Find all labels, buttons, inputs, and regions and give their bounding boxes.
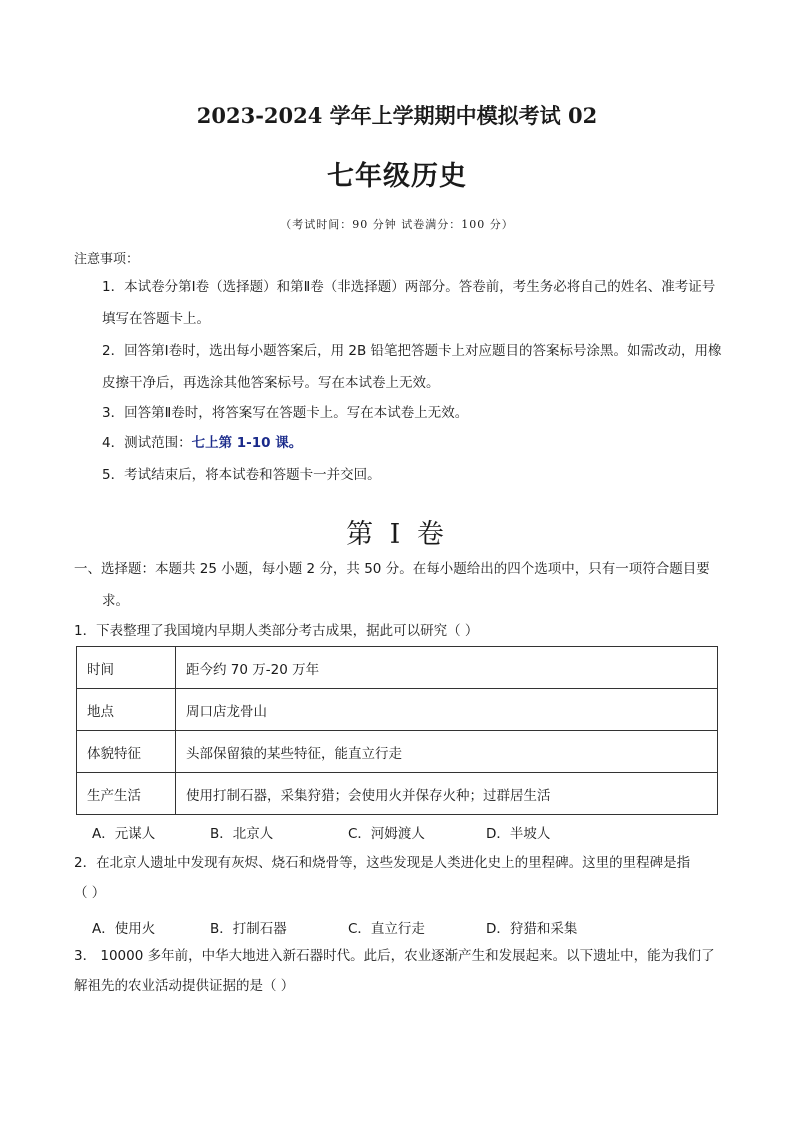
question-1-options — [92, 822, 732, 842]
table-value: 使用打制石器，采集狩猎；会使用火并保存火种；过群居生活 — [176, 773, 718, 815]
table-value: 距今约 70 万-20 万年 — [176, 647, 718, 689]
option-b[interactable]: B．打制石器 — [210, 921, 287, 937]
note-text: 3．回答第Ⅱ卷时，将答案写在答题卡上。写在本试卷上无效。 — [102, 405, 469, 421]
question-1-table — [76, 646, 718, 815]
note-text: 1．本试卷分第Ⅰ卷（选择题）和第Ⅱ卷（非选择题）两部分。答卷前，考生务必将自己的姓名、准考证号填写在答题卡上。 — [102, 279, 716, 327]
table-value: 周口店龙骨山 — [176, 689, 718, 731]
section-line: 一、选择题：本题共 25 小题，每小题 2 分，共 50 分。在每小题给出的四个选项中，只有一项符合题目要 — [74, 561, 710, 577]
exam-title: 2023-2024 学年上学期期中模拟考试 02 — [196, 103, 598, 128]
section-line: 求。 — [102, 593, 129, 609]
note-item-2 — [74, 335, 726, 399]
note-text: 5．考试结束后，将本试卷和答题卡一并交回。 — [102, 467, 381, 483]
question-line: 2．在北京人遗址中发现有灰烬、烧石和烧骨等，这些发现是人类进化史上的里程碑。这里的里程碑是指 — [74, 855, 691, 871]
note-item-5 — [74, 459, 726, 491]
option-c[interactable]: C．直立行走 — [348, 921, 425, 937]
table-key: 时间 — [77, 647, 176, 689]
note-item-4 — [74, 427, 726, 459]
note-text: 2．回答第Ⅰ卷时，选出每小题答案后，用 2B 铅笔把答题卡上对应题目的答案标号涂黑。如需改动，用橡皮擦干净后，再选涂其他答案标号。写在本试卷上无效。 — [102, 343, 722, 391]
question-2-stem — [74, 848, 726, 908]
table-row — [77, 689, 718, 731]
option-c[interactable]: C．河姆渡人 — [348, 826, 425, 842]
option-a[interactable]: A．元谋人 — [92, 826, 156, 842]
exam-info: （考试时间：90 分钟 试卷满分：100 分） — [280, 218, 514, 231]
question-line: （ ） — [74, 885, 106, 901]
note-text: 4．测试范围： — [102, 435, 192, 451]
question-2-options — [92, 917, 732, 937]
question-line: 解祖先的农业活动提供证据的是（ ） — [74, 978, 295, 994]
note-item-3 — [74, 397, 726, 429]
table-key: 地点 — [77, 689, 176, 731]
table-row — [77, 731, 718, 773]
option-b[interactable]: B．北京人 — [210, 826, 274, 842]
note-item-1 — [74, 271, 726, 335]
scope-highlight: 七上第 1-10 课。 — [191, 435, 303, 451]
question-3-stem — [74, 941, 726, 1001]
question-line: 3． 10000 多年前，中华大地进入新石器时代。此后，农业逐渐产生和发展起来。以下遗址中，能为我们了 — [74, 948, 715, 964]
notes-heading: 注意事项： — [74, 252, 140, 267]
question-1-stem: 1．下表整理了我国境内早期人类部分考古成果，据此可以研究（ ） — [74, 623, 479, 639]
option-d[interactable]: D．半坡人 — [486, 826, 551, 842]
option-d[interactable]: D．狩猎和采集 — [486, 921, 578, 937]
table-row — [77, 647, 718, 689]
table-value: 头部保留猿的某些特征，能直立行走 — [176, 731, 718, 773]
table-key: 生产生活 — [77, 773, 176, 815]
subject-title: 七年级历史 — [327, 161, 467, 192]
volume-title: 第 I 卷 — [346, 519, 448, 550]
option-a[interactable]: A．使用火 — [92, 921, 156, 937]
table-key: 体貌特征 — [77, 731, 176, 773]
section-instructions — [74, 553, 726, 617]
table-row — [77, 773, 718, 815]
